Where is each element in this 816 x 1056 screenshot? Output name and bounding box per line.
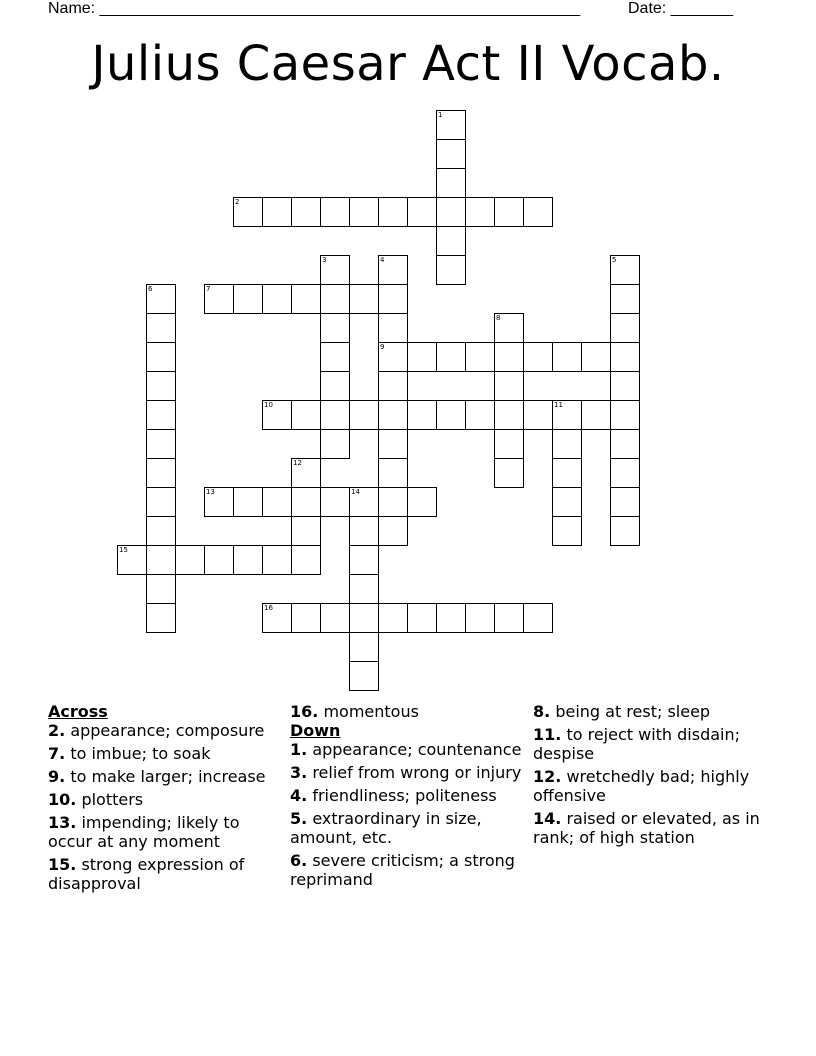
clue-number-label: 8	[496, 314, 501, 322]
clue-number-label: 14	[351, 488, 360, 496]
grid-cell[interactable]	[320, 197, 350, 227]
grid-cell[interactable]	[494, 197, 524, 227]
grid-cell[interactable]	[436, 603, 466, 633]
grid-cell[interactable]	[262, 487, 292, 517]
grid-cell[interactable]	[407, 603, 437, 633]
grid-cell[interactable]	[494, 342, 524, 372]
clues-column-2	[290, 702, 522, 893]
grid-cell[interactable]	[262, 400, 292, 430]
grid-cell[interactable]	[175, 545, 205, 575]
clue-down-1	[290, 740, 522, 759]
grid-cell[interactable]	[494, 429, 524, 459]
clue-number-label: 10	[264, 401, 273, 409]
clue-across-13	[48, 813, 278, 851]
grid-cell[interactable]	[610, 429, 640, 459]
grid-cell[interactable]	[436, 168, 466, 198]
clue-text: appearance; countenance	[312, 740, 522, 759]
grid-cell[interactable]	[349, 632, 379, 662]
clue-number: 7.	[48, 744, 66, 763]
grid-cell[interactable]	[494, 371, 524, 401]
grid-cell[interactable]	[465, 342, 495, 372]
clue-text: plotters	[81, 790, 144, 809]
clue-number: 15.	[48, 855, 77, 874]
clue-text: relief from wrong or injury	[312, 763, 522, 782]
grid-cell[interactable]	[610, 371, 640, 401]
grid-cell[interactable]	[465, 197, 495, 227]
grid-cell[interactable]	[262, 197, 292, 227]
grid-cell[interactable]	[146, 313, 176, 343]
grid-cell[interactable]	[291, 603, 321, 633]
down-heading: Down	[290, 721, 341, 740]
clue-text: friendliness; politeness	[312, 786, 497, 805]
grid-cell[interactable]	[523, 603, 553, 633]
grid-cell[interactable]	[320, 342, 350, 372]
grid-cell[interactable]	[349, 574, 379, 604]
grid-cell[interactable]	[349, 516, 379, 546]
clue-text: being at rest; sleep	[555, 702, 711, 721]
grid-cell[interactable]	[233, 487, 263, 517]
grid-cell[interactable]	[146, 284, 176, 314]
grid-cell[interactable]	[378, 284, 408, 314]
grid-cell[interactable]	[378, 255, 408, 285]
grid-cell[interactable]	[378, 313, 408, 343]
clue-number-label: 9	[380, 343, 385, 351]
grid-cell[interactable]	[291, 458, 321, 488]
grid-cell[interactable]	[581, 342, 611, 372]
clue-down-8	[533, 702, 773, 721]
grid-cell[interactable]	[291, 400, 321, 430]
clue-number: 11.	[533, 725, 562, 744]
clue-number-label: 16	[264, 604, 273, 612]
grid-cell[interactable]	[262, 284, 292, 314]
grid-cell[interactable]	[552, 429, 582, 459]
clue-down-12	[533, 767, 773, 805]
grid-cell[interactable]	[320, 400, 350, 430]
grid-cell[interactable]	[291, 284, 321, 314]
grid-cell[interactable]	[552, 400, 582, 430]
clue-across-7	[48, 744, 278, 763]
grid-cell[interactable]	[465, 603, 495, 633]
grid-cell[interactable]	[262, 603, 292, 633]
grid-cell[interactable]	[378, 458, 408, 488]
grid-cell[interactable]	[610, 516, 640, 546]
grid-cell[interactable]	[436, 197, 466, 227]
clue-number: 8.	[533, 702, 551, 721]
grid-cell[interactable]	[320, 313, 350, 343]
clues-column-3	[533, 702, 773, 851]
grid-cell[interactable]	[610, 458, 640, 488]
grid-cell[interactable]	[523, 342, 553, 372]
grid-cell[interactable]	[552, 458, 582, 488]
grid-cell[interactable]	[146, 371, 176, 401]
grid-cell[interactable]	[581, 400, 611, 430]
grid-cell[interactable]	[378, 197, 408, 227]
grid-cell[interactable]	[436, 255, 466, 285]
clue-number: 13.	[48, 813, 77, 832]
grid-cell[interactable]	[233, 545, 263, 575]
grid-cell[interactable]	[610, 255, 640, 285]
grid-cell[interactable]	[349, 661, 379, 691]
clue-number: 1.	[290, 740, 308, 759]
grid-cell[interactable]	[552, 516, 582, 546]
name-field[interactable]: Name: ______________________________________________________	[48, 0, 581, 17]
grid-cell[interactable]	[320, 255, 350, 285]
grid-cell[interactable]	[291, 487, 321, 517]
page-title: Julius Caesar Act II Vocab.	[91, 36, 725, 92]
grid-cell[interactable]	[349, 545, 379, 575]
grid-cell[interactable]	[378, 516, 408, 546]
clue-text: to imbue; to soak	[70, 744, 211, 763]
grid-cell[interactable]	[204, 487, 234, 517]
clue-number: 14.	[533, 809, 562, 828]
grid-cell[interactable]	[378, 487, 408, 517]
clue-number: 2.	[48, 721, 66, 740]
grid-cell[interactable]	[436, 110, 466, 140]
grid-cell[interactable]	[436, 400, 466, 430]
clue-across-10	[48, 790, 278, 809]
grid-cell[interactable]	[204, 284, 234, 314]
clue-number-label: 12	[293, 459, 302, 467]
grid-cell[interactable]	[494, 603, 524, 633]
grid-cell[interactable]	[320, 429, 350, 459]
grid-cell[interactable]	[407, 342, 437, 372]
clue-across-15	[48, 855, 278, 893]
clue-number-label: 15	[119, 546, 128, 554]
clue-number: 12.	[533, 767, 562, 786]
grid-cell[interactable]	[378, 371, 408, 401]
grid-cell[interactable]	[349, 400, 379, 430]
clue-number-label: 13	[206, 488, 215, 496]
clue-down-14	[533, 809, 773, 847]
grid-cell[interactable]	[378, 400, 408, 430]
grid-cell[interactable]	[146, 458, 176, 488]
clue-text: severe criticism; a strong reprimand	[290, 851, 515, 889]
grid-cell[interactable]	[320, 603, 350, 633]
clue-number-label: 1	[438, 111, 443, 119]
clue-number-label: 6	[148, 285, 153, 293]
grid-cell[interactable]	[146, 342, 176, 372]
grid-cell[interactable]	[378, 603, 408, 633]
clue-number-label: 7	[206, 285, 211, 293]
grid-cell[interactable]	[320, 371, 350, 401]
clue-down-4	[290, 786, 522, 805]
clue-number-label: 11	[554, 401, 563, 409]
clue-down-3	[290, 763, 522, 782]
clue-text: extraordinary in size, amount, etc.	[290, 809, 482, 847]
grid-cell[interactable]	[378, 429, 408, 459]
grid-cell[interactable]	[291, 545, 321, 575]
clue-number: 16.	[290, 702, 319, 721]
clue-number: 9.	[48, 767, 66, 786]
grid-cell[interactable]	[233, 284, 263, 314]
grid-cell[interactable]	[494, 458, 524, 488]
grid-cell[interactable]	[436, 226, 466, 256]
grid-cell[interactable]	[436, 342, 466, 372]
grid-cell[interactable]	[204, 545, 234, 575]
clue-number-label: 5	[612, 256, 617, 264]
grid-cell[interactable]	[407, 197, 437, 227]
clue-number-label: 2	[235, 198, 240, 206]
grid-cell[interactable]	[320, 284, 350, 314]
clue-number: 6.	[290, 851, 308, 870]
grid-cell[interactable]	[610, 487, 640, 517]
grid-cell[interactable]	[523, 197, 553, 227]
grid-cell[interactable]	[610, 400, 640, 430]
clue-number-label: 4	[380, 256, 385, 264]
grid-cell[interactable]	[146, 429, 176, 459]
clue-number: 3.	[290, 763, 308, 782]
clues-column-1	[48, 702, 278, 897]
grid-cell[interactable]	[349, 284, 379, 314]
clue-number: 5.	[290, 809, 308, 828]
clue-across-2	[48, 721, 278, 740]
grid-cell[interactable]	[494, 400, 524, 430]
grid-cell[interactable]	[610, 313, 640, 343]
grid-cell[interactable]	[320, 487, 350, 517]
clue-across-16	[290, 702, 522, 721]
clue-text: momentous	[323, 702, 419, 721]
clue-text: to reject with disdain; despise	[533, 725, 741, 763]
clue-text: raised or elevated, as in rank; of high station	[533, 809, 760, 847]
grid-cell[interactable]	[291, 516, 321, 546]
clue-text: to make larger; increase	[70, 767, 266, 786]
clue-text: strong expression of disapproval	[48, 855, 245, 893]
grid-cell[interactable]	[349, 603, 379, 633]
grid-cell[interactable]	[552, 487, 582, 517]
grid-cell[interactable]	[349, 197, 379, 227]
grid-cell[interactable]	[407, 487, 437, 517]
clue-text: impending; likely to occur at any moment	[48, 813, 240, 851]
grid-cell[interactable]	[146, 400, 176, 430]
grid-cell[interactable]	[146, 516, 176, 546]
grid-cell[interactable]	[146, 487, 176, 517]
grid-cell[interactable]	[436, 139, 466, 169]
grid-cell[interactable]	[610, 342, 640, 372]
grid-cell[interactable]	[465, 400, 495, 430]
grid-cell[interactable]	[117, 545, 147, 575]
grid-cell[interactable]	[146, 574, 176, 604]
grid-cell[interactable]	[291, 197, 321, 227]
grid-cell[interactable]	[349, 487, 379, 517]
grid-cell[interactable]	[378, 342, 408, 372]
clue-down-6	[290, 851, 522, 889]
grid-cell[interactable]	[233, 197, 263, 227]
clue-down-5	[290, 809, 522, 847]
clue-text: appearance; composure	[70, 721, 265, 740]
clue-number: 10.	[48, 790, 77, 809]
grid-cell[interactable]	[552, 342, 582, 372]
clue-number-label: 3	[322, 256, 327, 264]
grid-cell[interactable]	[494, 313, 524, 343]
grid-cell[interactable]	[610, 284, 640, 314]
grid-cell[interactable]	[523, 400, 553, 430]
clue-across-9	[48, 767, 278, 786]
grid-cell[interactable]	[407, 400, 437, 430]
clue-number: 4.	[290, 786, 308, 805]
date-field[interactable]: Date: _______	[628, 0, 733, 17]
grid-cell[interactable]	[146, 603, 176, 633]
grid-cell[interactable]	[146, 545, 176, 575]
grid-cell[interactable]	[262, 545, 292, 575]
clue-down-11	[533, 725, 773, 763]
across-heading: Across	[48, 702, 108, 721]
clue-text: wretchedly bad; highly offensive	[533, 767, 750, 805]
